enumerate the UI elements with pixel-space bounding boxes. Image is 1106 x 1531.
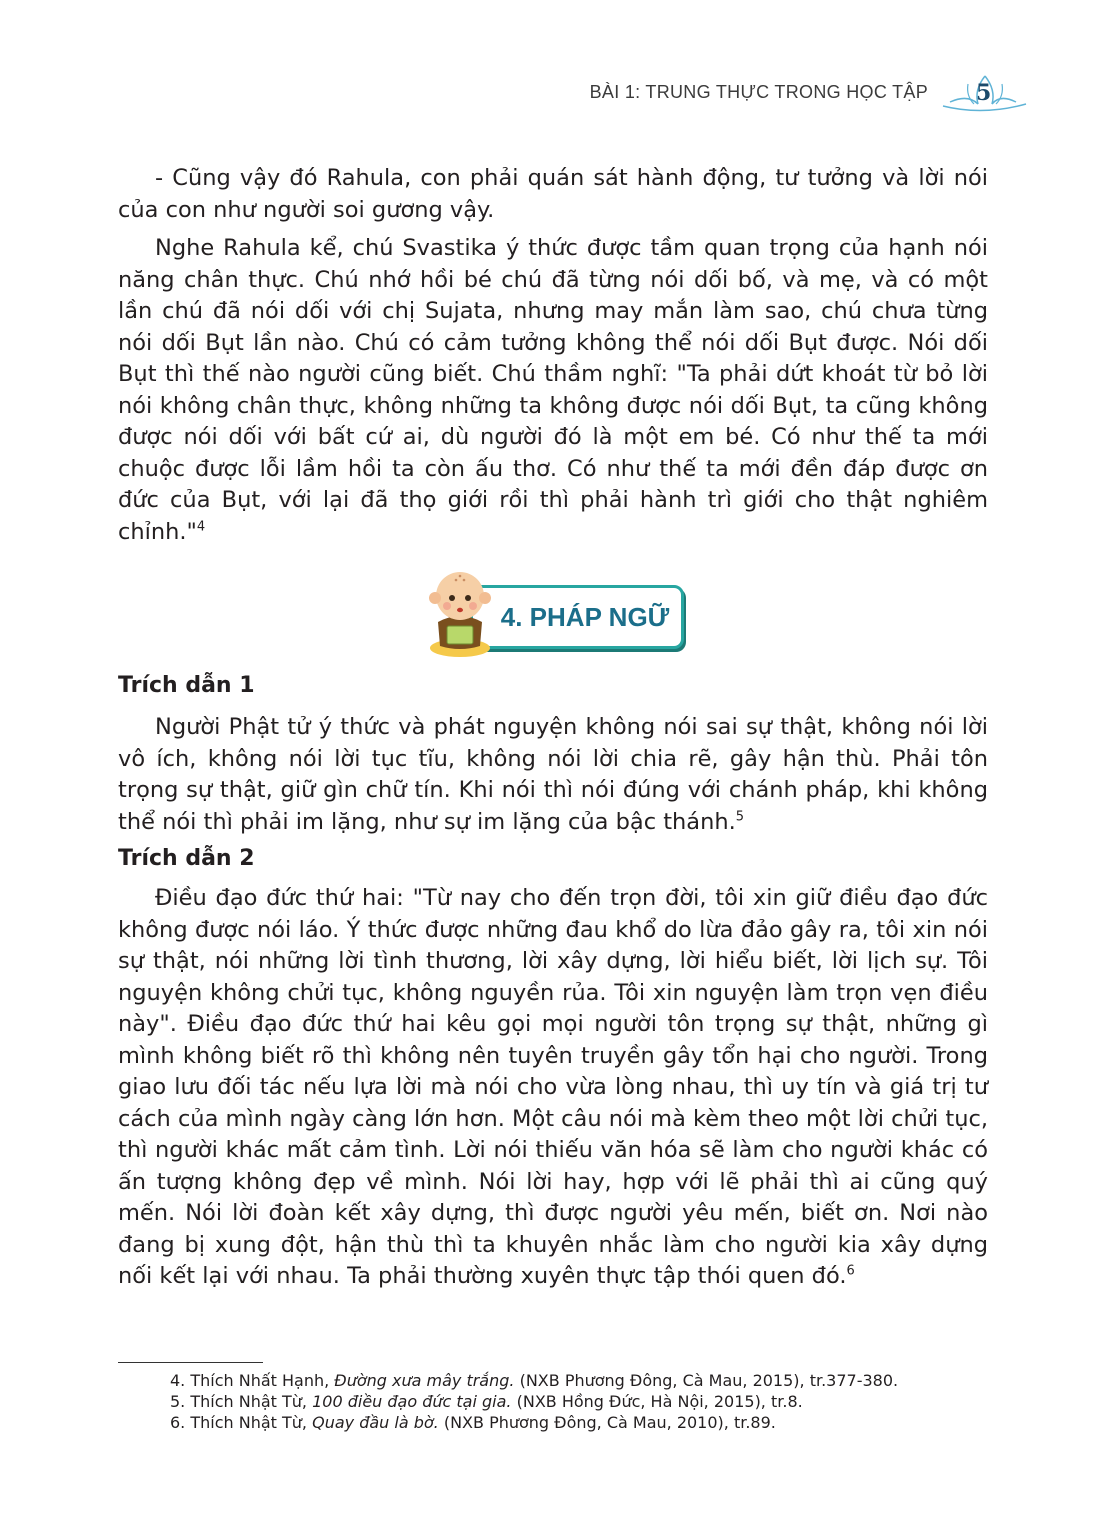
footnote-ref: 4 [196,519,206,534]
monk-mascot-icon [420,560,500,660]
paragraph: Điều đạo đức thứ hai: "Từ nay cho đến trọn đời, tôi xin giữ điều đạo đức không được nói láo. Ý thức được những đau khổ do lừa đảo gây ra, tôi xin nói sự thật, nói những lời tình thương, lời xây dựng, lời hiểu biết, lời lịch sự. Tôi nguyện không chửi tục, không nguyền rủa. Tôi xin nguyện làm trọn vẹn điều này". Điều đạo đức thứ hai kêu gọi mọi người tôn trọng sự thật, những gì mình không biết rõ thì không nên tuyên truyền gây tổn hại cho người. Trong giao lưu đối tác nếu lựa lời mà nói cho vừa lòng nhau, thì uy tín và giá trị tư cách của mình ngày càng lớn hơn. Một câu nói mà kèm theo một lời chửi tục, thì người khác mất cảm tình. Lời nói thiếu văn hóa sẽ làm cho người khác có ấn tượng không đẹp về mình. Nói lời hay, hợp với lẽ phải thì ai cũng quý mến. Nói lời đoàn kết xây dựng, thì được người yêu mến, biết ơn. Nơi nào đang bị xung đột, hận thù thì ta khuyên nhắc làm cho người kia xây dựng nối kết lại với nhau. Ta phải thường xuyên thực tập thói quen đó.$^6$ [118,885,988,1289]
section-title: 4. PHÁP NGỮ [500,601,670,632]
section-heading-box [470,585,684,649]
quote-2-text [118,883,988,1293]
page-number: 5 [976,80,992,106]
quote-1-title: Trích dẫn 1 [118,673,255,698]
running-header [590,72,1028,112]
story-text [118,163,988,548]
chapter-title: BÀI 1: TRUNG THỰC TRONG HỌC TẬP [589,81,928,102]
paragraph: Người Phật tử ý thức và phát nguyện không nói sai sự thật, không nói lời vô ích, không nói lời tục tĩu, không nói lời chia rẽ, gây hận thù. Phải tôn trọng sự thật, giữ gìn chữ tín. Khi nói thì nói đúng với chánh pháp, khi không thể nói thì phải im lặng, như sự im lặng của bậc thánh.$^5$ [118,714,988,835]
quote-1-text [118,712,988,838]
footnote-ref: 5 [735,809,745,824]
quote-2-title: Trích dẫn 2 [118,846,255,871]
footnote-item: 4. Thích Nhất Hạnh, Đường xưa mây trắng. (NXB Phương Đông, Cà Mau, 2015), tr.377-380. [170,1371,899,1390]
paragraph: - Cũng vậy đó Rahula, con phải quán sát hành động, tư tưởng và lời nói của con như người soi gương vậy. [118,165,988,223]
section-heading [420,560,690,660]
paragraph: Nghe Rahula kể, chú Svastika ý thức được tầm quan trọng của hạnh nói năng chân thực. Chú nhớ hồi bé chú đã từng nói dối bố, và mẹ, và có một lần chú đã nói dối với chị Sujata, nhưng may mắn làm sao, chú chưa từng nói dối Bụt lần nào. Chú có cảm tưởng không thể nói dối Bụt được. Nói dối Bụt thì thế nào người cũng biết. Chú thầm nghĩ: "Ta phải dứt khoát từ bỏ lời nói không chân thực, không những ta không được nói dối Bụt, ta cũng không được nói dối với bất cứ ai, dù người đó là một em bé. Có như thế ta mới chuộc được lỗi lầm hồi ta còn ấu thơ. Có như thế ta mới đền đáp được ơn đức của Bụt, với lại đã thọ giới rồi thì phải hành trì giới cho thật nghiêm chỉnh."$^4$ [118,235,988,545]
footnote-item: 5. Thích Nhật Từ, 100 điều đạo đức tại gia. (NXB Hồng Đức, Hà Nội, 2015), tr.8. [170,1392,803,1411]
footnote-item: 6. Thích Nhật Từ, Quay đầu là bờ. (NXB Phương Đông, Cà Mau, 2010), tr.89. [170,1413,776,1432]
page-number-badge [938,72,1028,112]
footnote-divider [118,1362,263,1363]
footnotes [170,1370,898,1433]
footnote-ref: 6 [846,1263,855,1279]
